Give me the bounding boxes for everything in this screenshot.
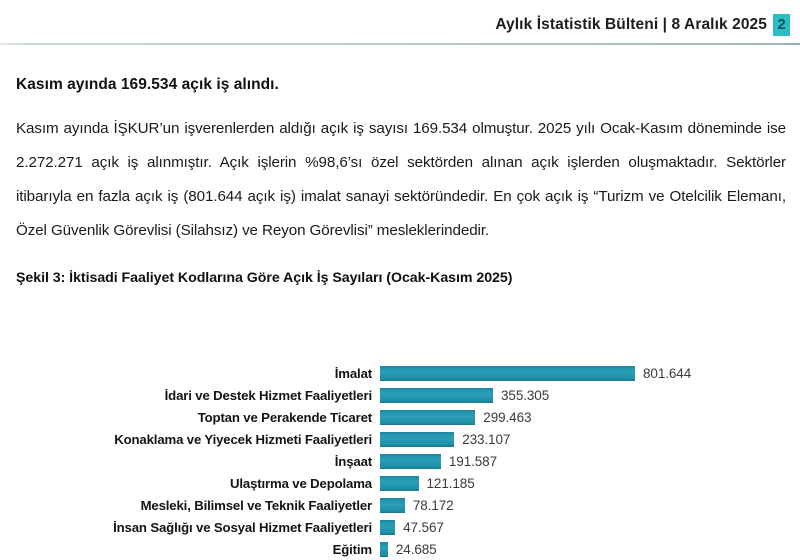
chart-bar-wrapper <box>380 366 800 381</box>
chart-bar <box>380 388 493 403</box>
chart-row <box>0 538 800 560</box>
chart-category-label: Toptan ve Perakende Ticaret <box>197 409 372 425</box>
bulletin-title: Aylık İstatistik Bülteni | 8 Aralık 2025 <box>495 16 767 33</box>
chart-bar <box>380 366 635 381</box>
chart-category-label: İmalat <box>334 365 372 381</box>
bar-chart <box>0 362 800 560</box>
chart-bar-wrapper <box>380 498 800 513</box>
chart-bar-wrapper <box>380 388 800 403</box>
page-number-badge: 2 <box>773 14 790 36</box>
chart-category-label: Eğitim <box>332 541 372 557</box>
chart-bar-wrapper <box>380 542 800 557</box>
chart-row <box>0 450 800 472</box>
header-title-line <box>495 14 790 36</box>
chart-bar <box>380 476 419 491</box>
document-content <box>16 76 786 286</box>
chart-value-label: 191.587 <box>448 453 497 469</box>
chart-row <box>0 472 800 494</box>
chart-category-label: İdari ve Destek Hizmet Faaliyetleri <box>164 387 372 403</box>
chart-bar-wrapper <box>380 432 800 447</box>
chart-category-label: Mesleki, Bilimsel ve Teknik Faaliyetler <box>140 497 372 513</box>
body-paragraph: Kasım ayında İŞKUR’un işverenlerden aldığı açık iş sayısı 169.534 olmuştur. 2025 yılı Ocak-Kasım döneminde ise 2.272.271 açık iş alınmıştır. Açık işlerin %98,6’sı özel sektörden alınan açık işlerden oluşmaktadır. Sektörler itibarıyla en fazla açık iş (801.644 açık iş) imalat sanayi sektöründedir. En çok açık iş “Turizm ve Otelcilik Elemanı, Özel Güvenlik Görevlisi (Silahsız) ve Reyon Görevlisi” mesleklerindedir. <box>16 120 786 239</box>
chart-row <box>0 428 800 450</box>
chart-bar <box>380 410 475 425</box>
chart-bar <box>380 454 441 469</box>
chart-value-label: 233.107 <box>462 431 511 447</box>
chart-value-label: 121.185 <box>426 475 475 491</box>
chart-bar-wrapper <box>380 520 800 535</box>
chart-bar <box>380 432 454 447</box>
chart-value-label: 24.685 <box>395 541 437 557</box>
chart-bar <box>380 520 395 535</box>
chart-category-label: İnsan Sağlığı ve Sosyal Hizmet Faaliyetleri <box>113 519 372 535</box>
chart-value-label: 78.172 <box>412 497 454 513</box>
chart-row <box>0 494 800 516</box>
chart-row <box>0 384 800 406</box>
page-header <box>0 0 800 46</box>
chart-bar <box>380 498 405 513</box>
chart-category-label: Konaklama ve Yiyecek Hizmeti Faaliyetleri <box>114 431 372 447</box>
chart-row <box>0 362 800 384</box>
header-divider <box>0 43 800 45</box>
chart-row <box>0 516 800 538</box>
figure-caption: Şekil 3: İktisadi Faaliyet Kodlarına Göre Açık İş Sayıları (Ocak-Kasım 2025) <box>16 270 513 286</box>
chart-value-label: 47.567 <box>403 519 444 535</box>
chart-row <box>0 406 800 428</box>
chart-value-label: 801.644 <box>643 365 692 381</box>
chart-category-label: Ulaştırma ve Depolama <box>230 475 372 491</box>
chart-value-label: 355.305 <box>501 387 550 403</box>
chart-bar-wrapper <box>380 410 800 425</box>
chart-value-label: 299.463 <box>483 409 532 425</box>
chart-bar-wrapper <box>380 476 800 491</box>
chart-bar <box>380 542 388 557</box>
section-heading: Kasım ayında 169.534 açık iş alındı. <box>16 76 279 93</box>
chart-bar-wrapper <box>380 454 800 469</box>
chart-category-label: İnşaat <box>334 453 372 469</box>
